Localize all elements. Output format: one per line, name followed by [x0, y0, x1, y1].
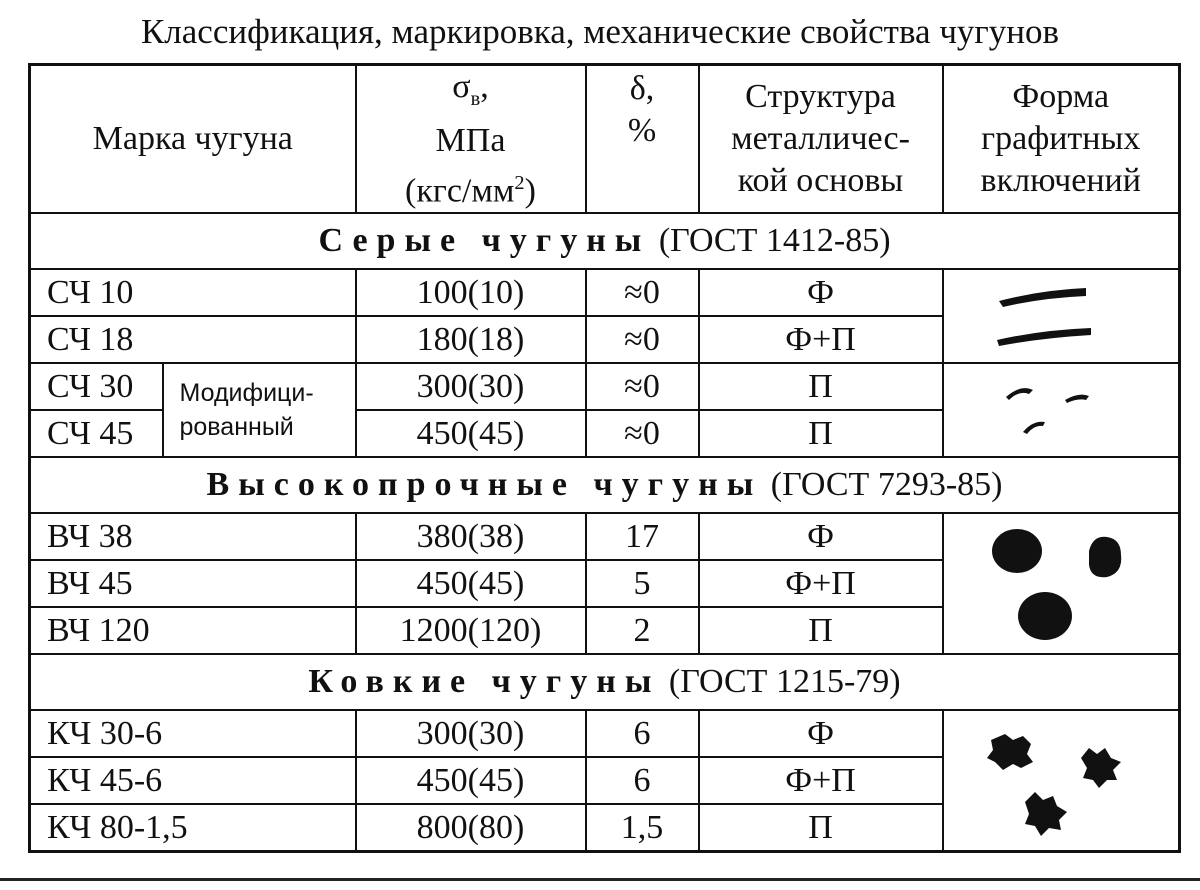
elongation-cell: ≈0: [586, 316, 699, 363]
structure-cell: Ф: [699, 269, 943, 316]
mark-cell: КЧ 80-1,5: [30, 804, 356, 852]
mark-cell: СЧ 30: [30, 363, 163, 410]
header-graphite: Форма графитных включений: [943, 65, 1180, 214]
strength-cell: 450(45): [356, 410, 586, 457]
vermicular-graphite-icon: [961, 370, 1161, 450]
section-title: Серые чугуны (ГОСТ 1412-85): [30, 213, 1180, 269]
spheroidal-graphite-icon: [961, 521, 1161, 646]
header-mark: Марка чугуна: [30, 65, 356, 214]
page-title: Классификация, маркировка, механические свойства чугунов: [140, 12, 1060, 51]
strength-cell: 300(30): [356, 363, 586, 410]
elongation-cell: ≈0: [586, 269, 699, 316]
strength-cell: 450(45): [356, 560, 586, 607]
cast-iron-table: [28, 63, 1181, 853]
modified-note: Модифици- рованный: [163, 363, 356, 457]
structure-cell: Ф: [699, 513, 943, 560]
structure-cell: Ф: [699, 710, 943, 757]
graphite-shape-cell: [943, 269, 1180, 363]
mark-cell: КЧ 45-6: [30, 757, 356, 804]
elongation-cell: 17: [586, 513, 699, 560]
flaky-temper-graphite-icon: [961, 718, 1161, 843]
elongation-cell: 6: [586, 757, 699, 804]
strength-cell: 300(30): [356, 710, 586, 757]
elongation-cell: 2: [586, 607, 699, 654]
structure-cell: Ф+П: [699, 560, 943, 607]
header-strength: $\sigma_в$, МПа $(кгс/мм^2)$: [356, 65, 586, 214]
structure-cell: П: [699, 607, 943, 654]
section-title: Ковкие чугуны (ГОСТ 1215-79): [30, 654, 1180, 710]
bottom-divider: [0, 878, 1200, 881]
table-row: [30, 513, 1180, 560]
mark-cell: ВЧ 120: [30, 607, 356, 654]
header-elongation: δ, %: [586, 65, 699, 214]
elongation-cell: ≈0: [586, 410, 699, 457]
structure-cell: Ф+П: [699, 316, 943, 363]
table-row: [30, 710, 1180, 757]
structure-cell: П: [699, 410, 943, 457]
section-row-ductile: [30, 457, 1180, 513]
header-structure: Структура металличес- кой основы: [699, 65, 943, 214]
mark-cell: СЧ 18: [30, 316, 356, 363]
strength-cell: 800(80): [356, 804, 586, 852]
mark-cell: ВЧ 45: [30, 560, 356, 607]
elongation-cell: ≈0: [586, 363, 699, 410]
header-row: [30, 65, 1180, 214]
graphite-shape-cell: [943, 710, 1180, 852]
graphite-shape-cell: [943, 363, 1180, 457]
lamellar-graphite-icon: [961, 276, 1161, 356]
structure-cell: П: [699, 804, 943, 852]
elongation-cell: 5: [586, 560, 699, 607]
graphite-shape-cell: [943, 513, 1180, 654]
elongation-cell: 1,5: [586, 804, 699, 852]
strength-cell: 380(38): [356, 513, 586, 560]
elongation-cell: 6: [586, 710, 699, 757]
mark-cell: КЧ 30-6: [30, 710, 356, 757]
section-title: Высокопрочные чугуны (ГОСТ 7293-85): [30, 457, 1180, 513]
table-row: [30, 363, 1180, 410]
section-row-malleable: [30, 654, 1180, 710]
strength-cell: 450(45): [356, 757, 586, 804]
structure-cell: Ф+П: [699, 757, 943, 804]
section-row-gray: [30, 213, 1180, 269]
mark-cell: ВЧ 38: [30, 513, 356, 560]
mark-cell: СЧ 45: [30, 410, 163, 457]
table-row: [30, 269, 1180, 316]
mark-cell: СЧ 10: [30, 269, 356, 316]
strength-cell: 180(18): [356, 316, 586, 363]
strength-cell: 100(10): [356, 269, 586, 316]
strength-cell: 1200(120): [356, 607, 586, 654]
structure-cell: П: [699, 363, 943, 410]
